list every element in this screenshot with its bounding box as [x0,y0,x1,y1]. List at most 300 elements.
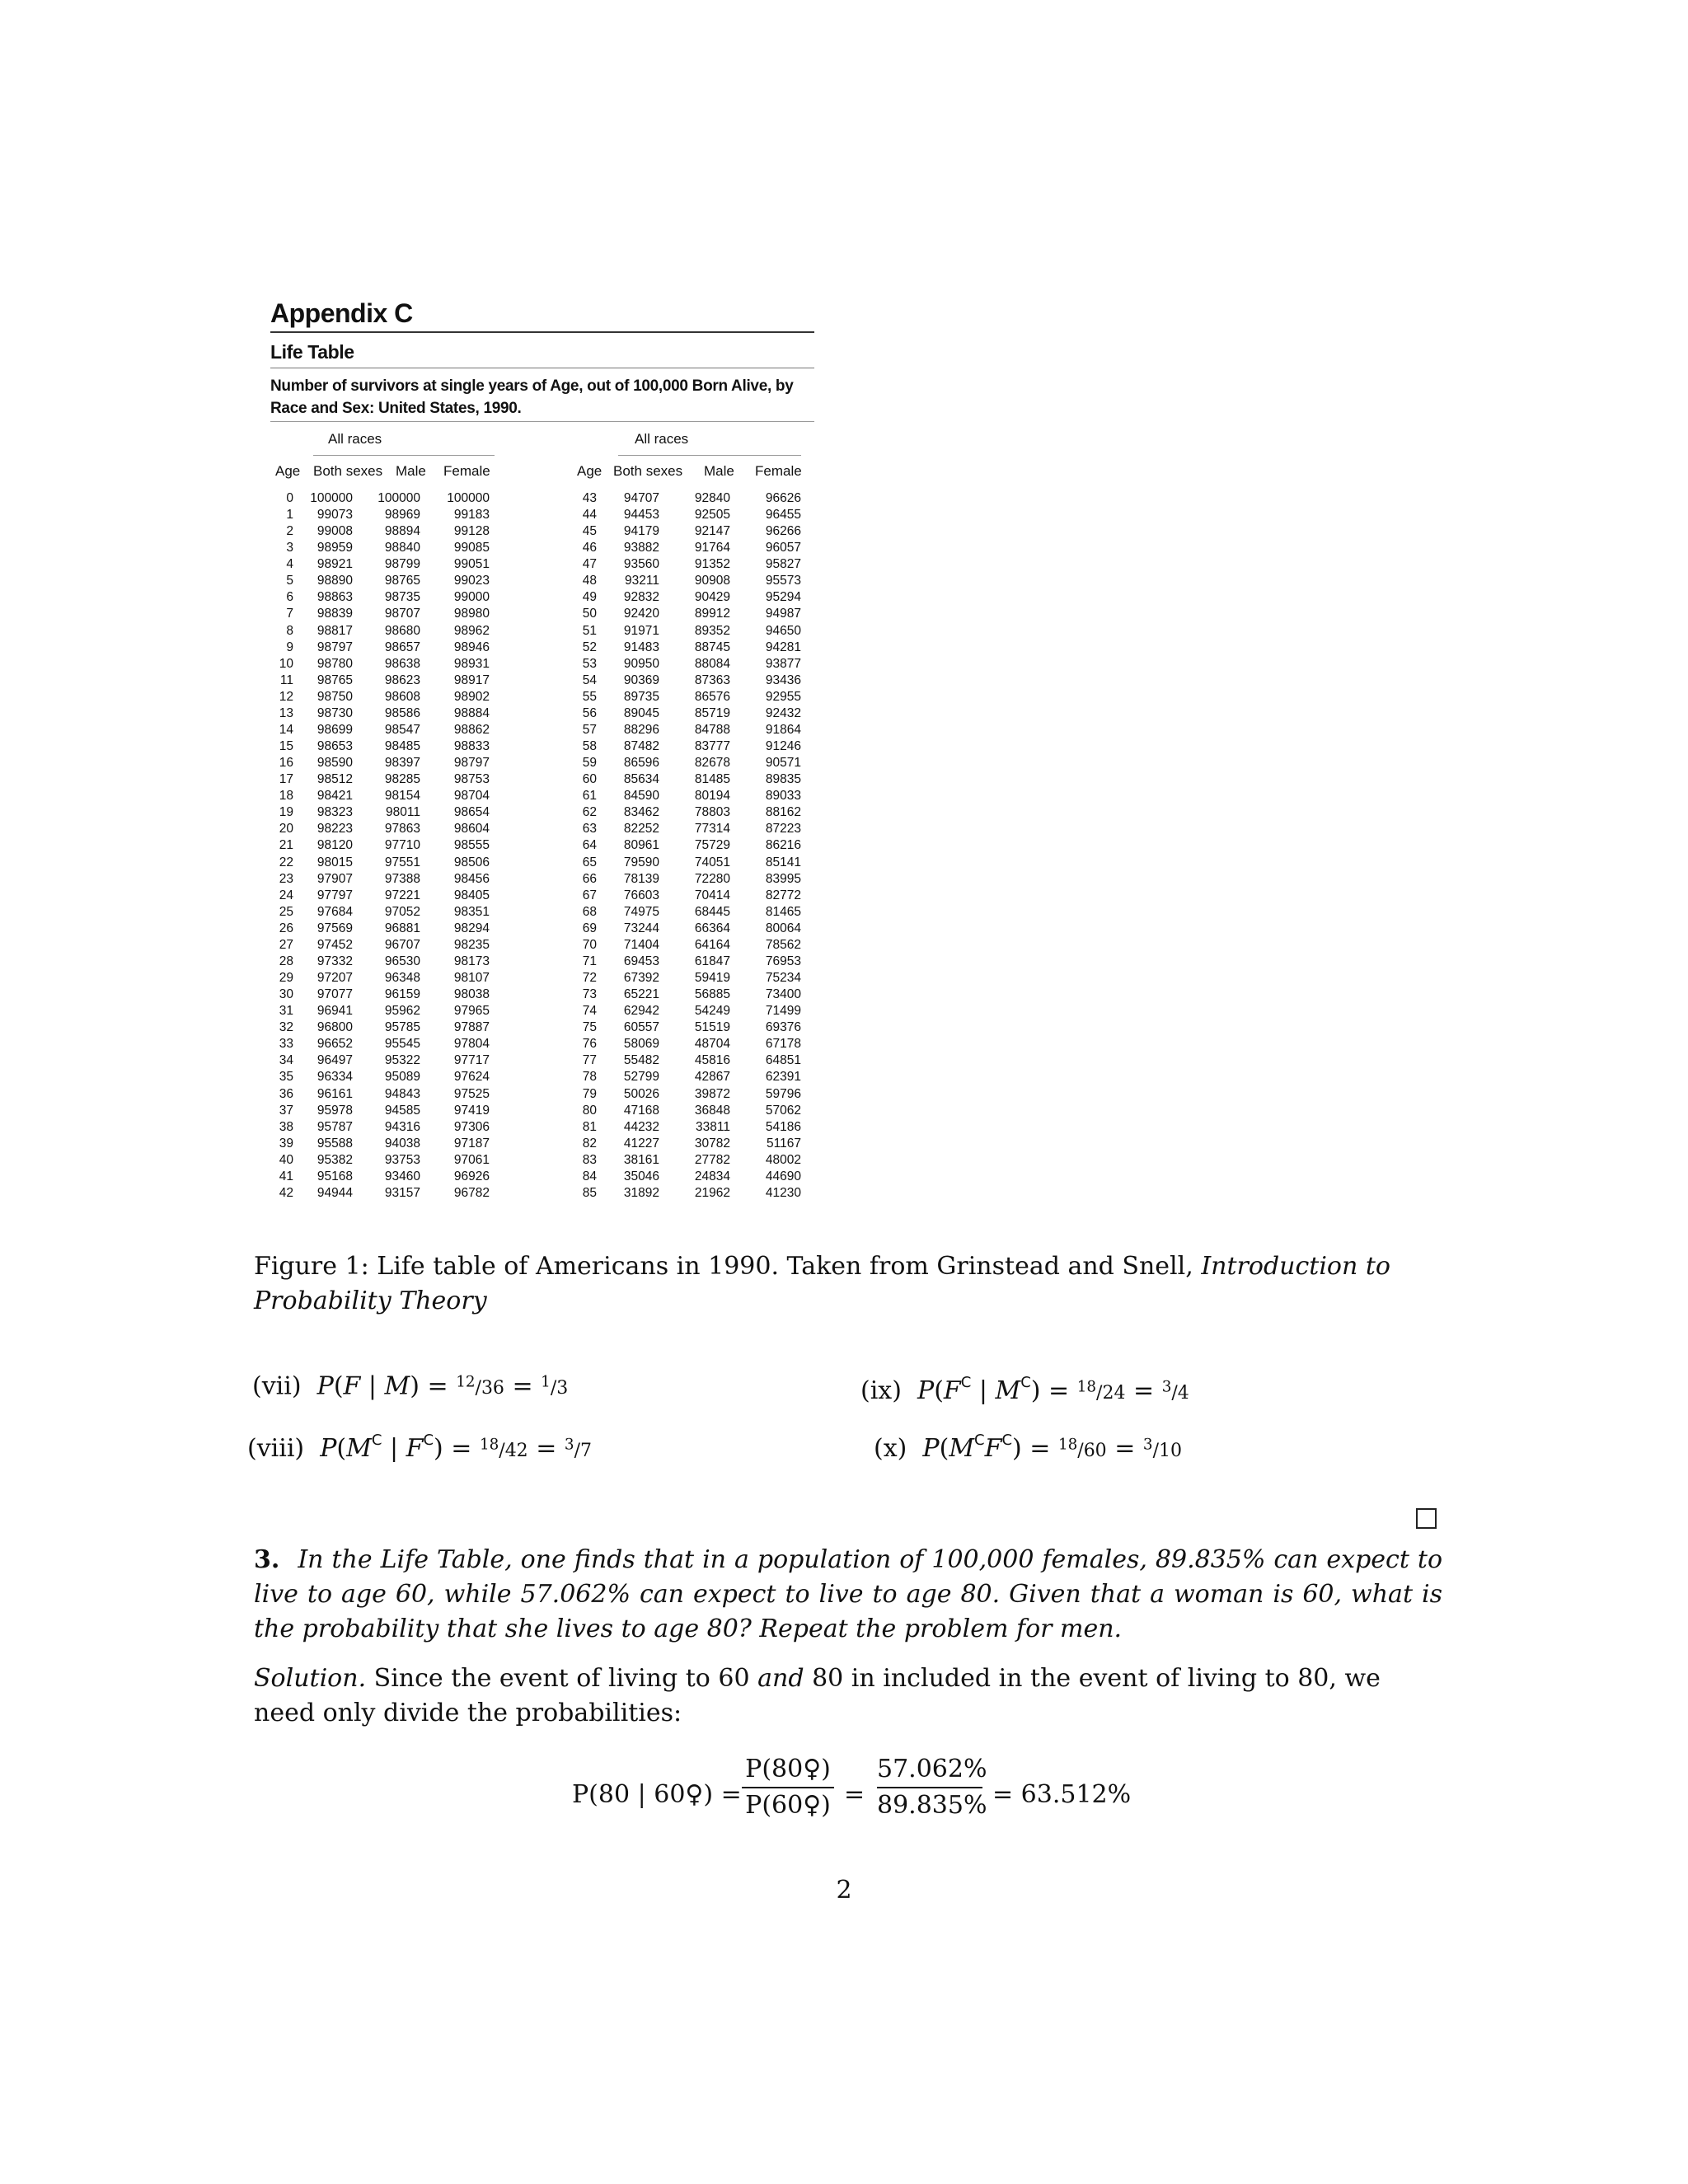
table-row [275,954,506,970]
both-sexes-cell: 98959 [316,541,353,555]
both-sexes-cell: 91483 [623,640,659,654]
table-row [275,855,506,871]
header-female: Female [443,463,490,479]
female-cell: 97187 [453,1136,490,1151]
both-sexes-cell: 98323 [316,805,353,820]
header-male: Male [396,463,426,479]
age-cell: 68 [582,904,597,919]
female-cell: 97717 [453,1053,490,1068]
female-cell: 83995 [765,871,801,886]
both-sexes-cell: 97797 [316,888,353,902]
male-cell: 96348 [384,971,420,986]
female-cell: 86216 [765,838,801,853]
female-cell: 92432 [765,705,801,720]
age-cell: 15 [279,739,293,754]
male-cell: 86576 [694,689,730,704]
age-cell: 65 [582,855,597,869]
female-cell: 97306 [453,1119,490,1134]
female-cell: 98862 [453,722,490,737]
both-sexes-cell: 98512 [316,772,353,787]
female-cell: 97061 [453,1152,490,1167]
table-row [577,855,808,871]
male-cell: 95785 [384,1020,420,1035]
age-cell: 80 [582,1103,597,1118]
header-both-sexes: Both sexes [313,463,383,479]
both-sexes-cell: 98590 [316,756,353,771]
both-sexes-cell: 96161 [316,1086,353,1101]
both-sexes-cell: 71404 [623,937,659,952]
age-cell: 75 [582,1020,597,1035]
female-cell: 93436 [765,673,801,687]
female-cell: 54186 [765,1119,801,1134]
left-group-label: All races [328,431,382,447]
female-cell: 98351 [453,904,490,919]
header-age: Age [275,463,301,479]
table-row [275,1086,506,1103]
age-cell: 46 [582,541,597,555]
age-cell: 79 [582,1086,597,1101]
both-sexes-cell: 65221 [623,987,659,1002]
both-sexes-cell: 76603 [623,888,659,902]
age-cell: 67 [582,888,597,902]
female-cell: 96057 [765,541,801,555]
male-cell: 93753 [384,1152,420,1167]
age-cell: 26 [279,921,293,935]
fraction-probabilities: P(80♀) P(60♀) [742,1754,834,1821]
age-cell: 24 [279,888,293,902]
male-cell: 70414 [694,888,730,902]
female-cell: 51167 [767,1136,801,1151]
table-row [577,937,808,954]
female-cell: 87223 [765,822,801,837]
male-cell: 87363 [694,673,730,687]
solution-label: Solution. [254,1664,367,1693]
table-row [577,888,808,904]
both-sexes-cell: 67392 [623,971,659,986]
female-cell: 98405 [453,888,490,902]
age-cell: 49 [582,590,597,605]
table-row [577,1052,808,1069]
table-row [275,1052,506,1069]
table-row [275,656,506,673]
table-row [577,673,808,689]
male-cell: 95545 [384,1037,420,1052]
female-cell: 96926 [453,1169,490,1183]
age-cell: 78 [582,1070,597,1085]
female-cell: 98235 [453,937,490,952]
male-cell: 48704 [694,1037,730,1052]
age-cell: 35 [279,1070,293,1085]
life-table-title: Life Table [270,340,814,368]
both-sexes-cell: 69453 [623,954,659,968]
table-row [577,540,808,556]
female-cell: 71499 [765,1004,801,1019]
both-sexes-cell: 98765 [316,673,353,687]
age-cell: 3 [286,541,293,555]
age-cell: 17 [279,772,293,787]
age-cell: 4 [286,557,293,572]
table-row [577,871,808,888]
both-sexes-cell: 97207 [316,971,353,986]
table-row [275,1136,506,1152]
both-sexes-cell: 74975 [623,904,659,919]
male-cell: 92840 [694,491,730,505]
male-cell: 82678 [694,756,730,771]
age-cell: 42 [279,1185,293,1200]
male-cell: 59419 [694,971,730,986]
age-cell: 18 [279,789,293,804]
fraction-percentages: 57.062% 89.835% [877,1755,987,1820]
male-cell: 92147 [694,524,730,539]
male-cell: 98547 [384,722,420,737]
life-table-right [577,463,808,1205]
age-cell: 2 [286,524,293,539]
female-cell: 97525 [453,1086,490,1101]
both-sexes-cell: 31892 [623,1185,659,1200]
female-cell: 94987 [765,607,801,621]
age-cell: 45 [582,524,597,539]
male-cell: 88084 [694,656,730,671]
male-cell: 97551 [384,855,420,869]
female-cell: 95573 [765,574,801,588]
table-row [577,821,808,837]
page-number: 2 [836,1876,852,1905]
male-cell: 64164 [694,937,730,952]
table-row [577,755,808,771]
table-row [275,705,506,722]
table-row [275,490,506,507]
table-row [577,1119,808,1136]
age-cell: 76 [582,1037,597,1052]
female-cell: 96266 [765,524,801,539]
male-cell: 98608 [384,689,420,704]
table-row [577,1019,808,1036]
table-row [577,921,808,937]
age-cell: 51 [582,623,597,638]
qed-box [1416,1508,1437,1529]
male-cell: 98154 [384,789,420,804]
male-cell: 97221 [384,888,420,902]
equation-x: (x) $P(M^CF^C) = ^{18}/60 = ^3/10$ [874,1432,1182,1463]
age-cell: 13 [279,705,293,720]
both-sexes-cell: 95978 [316,1103,353,1118]
male-cell: 98586 [384,705,420,720]
age-cell: 72 [582,971,597,986]
table-row [275,1152,506,1169]
age-cell: 1 [286,508,293,523]
female-cell: 98704 [453,789,490,804]
table-row [577,1152,808,1169]
female-cell: 94650 [765,623,801,638]
age-cell: 30 [279,987,293,1002]
male-cell: 42867 [694,1070,730,1085]
female-cell: 48002 [765,1152,801,1167]
male-cell: 24834 [694,1169,730,1183]
male-cell: 98680 [384,623,420,638]
female-cell: 89033 [765,789,801,804]
male-cell: 100000 [377,491,420,505]
male-cell: 81485 [694,772,730,787]
problem-number: 3. [254,1545,280,1574]
both-sexes-cell: 98839 [316,607,353,621]
female-cell: 99000 [453,590,490,605]
both-sexes-cell: 88296 [623,722,659,737]
both-sexes-cell: 92420 [623,607,659,621]
life-table-subtitle [270,375,814,422]
age-cell: 77 [582,1053,597,1068]
male-cell: 95962 [384,1004,420,1019]
table-row [577,507,808,523]
both-sexes-cell: 94944 [316,1185,353,1200]
both-sexes-cell: 91971 [623,623,659,638]
both-sexes-cell: 96941 [316,1004,353,1019]
female-cell: 96626 [765,491,801,505]
table-row [577,589,808,606]
female-cell: 99085 [453,541,490,555]
male-cell: 78803 [694,805,730,820]
both-sexes-cell: 41227 [623,1136,659,1151]
both-sexes-cell: 98797 [316,640,353,654]
both-sexes-cell: 94179 [623,524,659,539]
both-sexes-cell: 96652 [316,1037,353,1052]
female-cell: 94281 [765,640,801,654]
both-sexes-cell: 79590 [623,855,659,869]
male-cell: 98285 [384,772,420,787]
table-row [275,937,506,954]
female-cell: 100000 [447,491,490,505]
female-cell: 73400 [765,987,801,1002]
solution-paragraph: Solution. Since the event of living to 60 and 80 in included in the event of living to 80, we need only divide the probabilities: [254,1664,1381,1727]
age-cell: 7 [286,607,293,621]
female-cell: 41230 [765,1185,801,1200]
table-row [577,1169,808,1185]
table-row [577,523,808,540]
both-sexes-cell: 98730 [316,705,353,720]
table-row [275,888,506,904]
age-cell: 34 [279,1053,293,1068]
subtitle-line-2: Race and Sex: United States, 1990. [270,400,522,417]
age-cell: 50 [582,607,597,621]
female-cell: 67178 [765,1037,801,1052]
age-cell: 82 [582,1136,597,1151]
female-cell: 97624 [453,1070,490,1085]
age-cell: 53 [582,656,597,671]
male-cell: 45816 [694,1053,730,1068]
header-both-sexes: Both sexes [613,463,683,479]
table-row [275,556,506,573]
female-cell: 92955 [765,689,801,704]
table-row [577,573,808,589]
age-cell: 58 [582,739,597,754]
age-cell: 48 [582,574,597,588]
age-cell: 39 [279,1136,293,1151]
female-cell: 98604 [453,822,490,837]
age-cell: 70 [582,937,597,952]
male-cell: 21962 [694,1185,730,1200]
both-sexes-cell: 95168 [316,1169,353,1183]
female-cell: 98753 [453,772,490,787]
both-sexes-cell: 98863 [316,590,353,605]
male-cell: 33811 [696,1119,730,1134]
age-cell: 22 [279,855,293,869]
header-male: Male [704,463,734,479]
both-sexes-cell: 52799 [623,1070,659,1085]
male-cell: 77314 [694,822,730,837]
female-cell: 98107 [453,971,490,986]
table-row [275,987,506,1003]
table-row [275,1019,506,1036]
female-cell: 99128 [453,524,490,539]
age-cell: 74 [582,1004,597,1019]
male-cell: 98485 [384,739,420,754]
male-cell: 94585 [384,1103,420,1118]
female-cell: 95294 [765,590,801,605]
female-cell: 98931 [453,656,490,671]
male-cell: 96159 [384,987,420,1002]
age-cell: 36 [279,1086,293,1101]
table-row [275,722,506,738]
male-cell: 91764 [694,541,730,555]
both-sexes-cell: 80961 [623,838,659,853]
table-row [577,656,808,673]
male-cell: 97052 [384,904,420,919]
male-cell: 98397 [384,756,420,771]
both-sexes-cell: 95787 [316,1119,353,1134]
age-cell: 23 [279,871,293,886]
both-sexes-cell: 98780 [316,656,353,671]
male-cell: 72280 [694,871,730,886]
both-sexes-cell: 85634 [623,772,659,787]
male-cell: 54249 [694,1004,730,1019]
both-sexes-cell: 58069 [623,1037,659,1052]
female-cell: 99051 [453,557,490,572]
male-cell: 98894 [384,524,420,539]
female-cell: 59796 [765,1086,801,1101]
female-cell: 98173 [453,954,490,968]
female-cell: 89835 [765,772,801,787]
female-cell: 62391 [765,1070,801,1085]
right-group-rule [618,455,801,456]
male-cell: 93157 [384,1185,420,1200]
table-row [577,1136,808,1152]
both-sexes-cell: 89735 [623,689,659,704]
table-row [577,689,808,705]
male-cell: 85719 [694,705,730,720]
table-row [275,1036,506,1052]
male-cell: 95089 [384,1070,420,1085]
equation-lhs: P(80 | 60♀) = [572,1780,742,1809]
table-row [577,987,808,1003]
male-cell: 93460 [384,1169,420,1183]
female-cell: 98294 [453,921,490,935]
age-cell: 31 [279,1004,293,1019]
age-cell: 61 [582,789,597,804]
male-cell: 68445 [694,904,730,919]
female-cell: 76953 [765,954,801,968]
table-row [275,804,506,821]
age-cell: 84 [582,1169,597,1183]
table-row [577,722,808,738]
both-sexes-cell: 98890 [316,574,353,588]
appendix-header [270,297,814,422]
female-cell: 98456 [453,871,490,886]
both-sexes-cell: 95382 [316,1152,353,1167]
male-cell: 89912 [694,607,730,621]
age-cell: 19 [279,805,293,820]
table-row [275,970,506,987]
age-cell: 41 [279,1169,293,1183]
both-sexes-cell: 93560 [623,557,659,572]
male-cell: 97863 [384,822,420,837]
age-cell: 12 [279,689,293,704]
table-row [577,556,808,573]
both-sexes-cell: 98421 [316,789,353,804]
male-cell: 98623 [384,673,420,687]
table-row [275,640,506,656]
both-sexes-cell: 95588 [316,1136,353,1151]
age-cell: 5 [286,574,293,588]
male-cell: 96707 [384,937,420,952]
age-cell: 9 [286,640,293,654]
both-sexes-cell: 90950 [623,656,659,671]
female-cell: 98833 [453,739,490,754]
table-row [577,804,808,821]
female-cell: 90571 [765,756,801,771]
both-sexes-cell: 82252 [623,822,659,837]
male-cell: 88745 [694,640,730,654]
table-row [577,1036,808,1052]
age-cell: 47 [582,557,597,572]
male-cell: 30782 [694,1136,730,1151]
table-row [275,1069,506,1085]
figure-caption [254,1249,1441,1319]
both-sexes-cell: 50026 [623,1086,659,1101]
equation-viii: (viii) $P(M^C$ | $F^C) = ^{18}/42 = ^3/7$ [247,1432,592,1463]
both-sexes-cell: 90369 [623,673,659,687]
both-sexes-cell: 89045 [623,705,659,720]
male-cell: 96530 [384,954,420,968]
age-cell: 69 [582,921,597,935]
table-row [275,1185,506,1202]
table-row [275,1103,506,1119]
both-sexes-cell: 94453 [623,508,659,523]
female-cell: 69376 [765,1020,801,1035]
table-row [275,1119,506,1136]
male-cell: 98707 [384,607,420,621]
male-cell: 39872 [694,1086,730,1101]
table-row [577,837,808,854]
male-cell: 80194 [694,789,730,804]
female-cell: 97887 [453,1020,490,1035]
age-cell: 20 [279,822,293,837]
both-sexes-cell: 87482 [623,739,659,754]
both-sexes-cell: 73244 [623,921,659,935]
problem-statement: In the Life Table, one finds that in a population of 100,000 females, 89.835% can expect to live to age 60, while 57.062% can expect to live to age 80. Given that a woman is 60, what is the probability that she lives to age 80? Repeat the problem for men. [254,1545,1442,1643]
male-cell: 74051 [694,855,730,869]
male-cell: 89352 [694,623,730,638]
table-row [275,689,506,705]
female-cell: 96782 [453,1185,490,1200]
table-row [275,771,506,788]
female-cell: 95827 [765,557,801,572]
both-sexes-cell: 78139 [623,871,659,886]
both-sexes-cell: 98699 [316,722,353,737]
male-cell: 27782 [694,1152,730,1167]
male-cell: 83777 [694,739,730,754]
female-cell: 99183 [453,508,490,523]
male-cell: 90429 [694,590,730,605]
both-sexes-cell: 92832 [623,590,659,605]
